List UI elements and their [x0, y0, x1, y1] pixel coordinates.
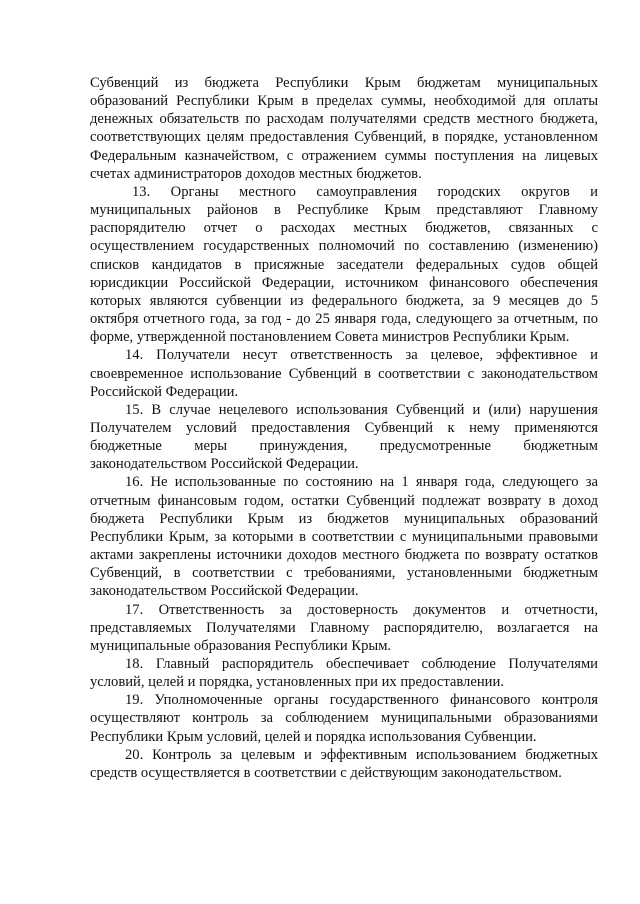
paragraph-20: 20. Контроль за целевым и эффективным использованием бюджетных средств осуществляется в соответствии с действующим законодательством. [90, 746, 598, 781]
paragraph-14: 14. Получатели несут ответственность за целевое, эффективное и своевременное использование Субвенций в соответствии с законодательством Российской Федерации. [90, 347, 598, 400]
paragraph-16: 16. Не использованные по состоянию на 1 января года, следующего за отчетным финансовым годом, остатки Субвенций подлежат возврату в доход бюджета Республики Крым из бюджетов муниципальных образований Республики Крым, за которыми в соответствии с муниципальными правовыми актами закреплены источники доходов местного бюджета по возврату остатков Субвенций, в соответствии с требованиями, установленными бюджетным законодательством Российской Федерации. [90, 474, 598, 600]
paragraph-15: 15. В случае нецелевого использования Субвенций и (или) нарушения Получателем условий предоставления Субвенций к нему применяются бюджетные меры принуждения, предусмотренные бюджетным законодательством Российской Федерации. [90, 401, 598, 473]
paragraph-13: 13. Органы местного самоуправления городских округов и муниципальных районов в Республике Крым представляют Главному распорядителю отчет о расходах местных бюджетов, связанных с осуществлением государственных полномочий по составлению (изменению) списков кандидатов в присяжные заседатели федеральных судов общей юрисдикции Российской Федерации, источником финансового обеспечения которых являются субвенции из федерального бюджета, за 9 месяцев до 5 октября отчетного года, за год - до 25 января года, следующего за отчетным, по форме, утвержденной постановлением Совета министров Республики Крым. [90, 183, 598, 346]
paragraph-19: 19. Уполномоченные органы государственного финансового контроля осуществляют контроль за соблюдением муниципальными образованиями Республики Крым условий, целей и порядка использования Субвенции. [90, 692, 598, 745]
paragraph-continuation: Субвенций из бюджета Республики Крым бюджетам муниципальных образований Республики Крым в пределах суммы, необходимой для оплаты денежных обязательств по расходам получателями средств местного бюджета, соответствующих целям предоставления Субвенций, в порядке, установленном Федеральным казначейством, с отражением суммы поступления на лицевых счетах администраторов доходов местных бюджетов. [90, 75, 598, 182]
paragraph-18: 18. Главный распорядитель обеспечивает соблюдение Получателями условий, целей и порядка, установленных при их предоставлении. [90, 656, 598, 691]
document-body [90, 74, 598, 782]
paragraph-17: 17. Ответственность за достоверность документов и отчетности, представляемых Получателями Главному распорядителю, возлагается на муниципальные образования Республики Крым. [90, 601, 598, 654]
